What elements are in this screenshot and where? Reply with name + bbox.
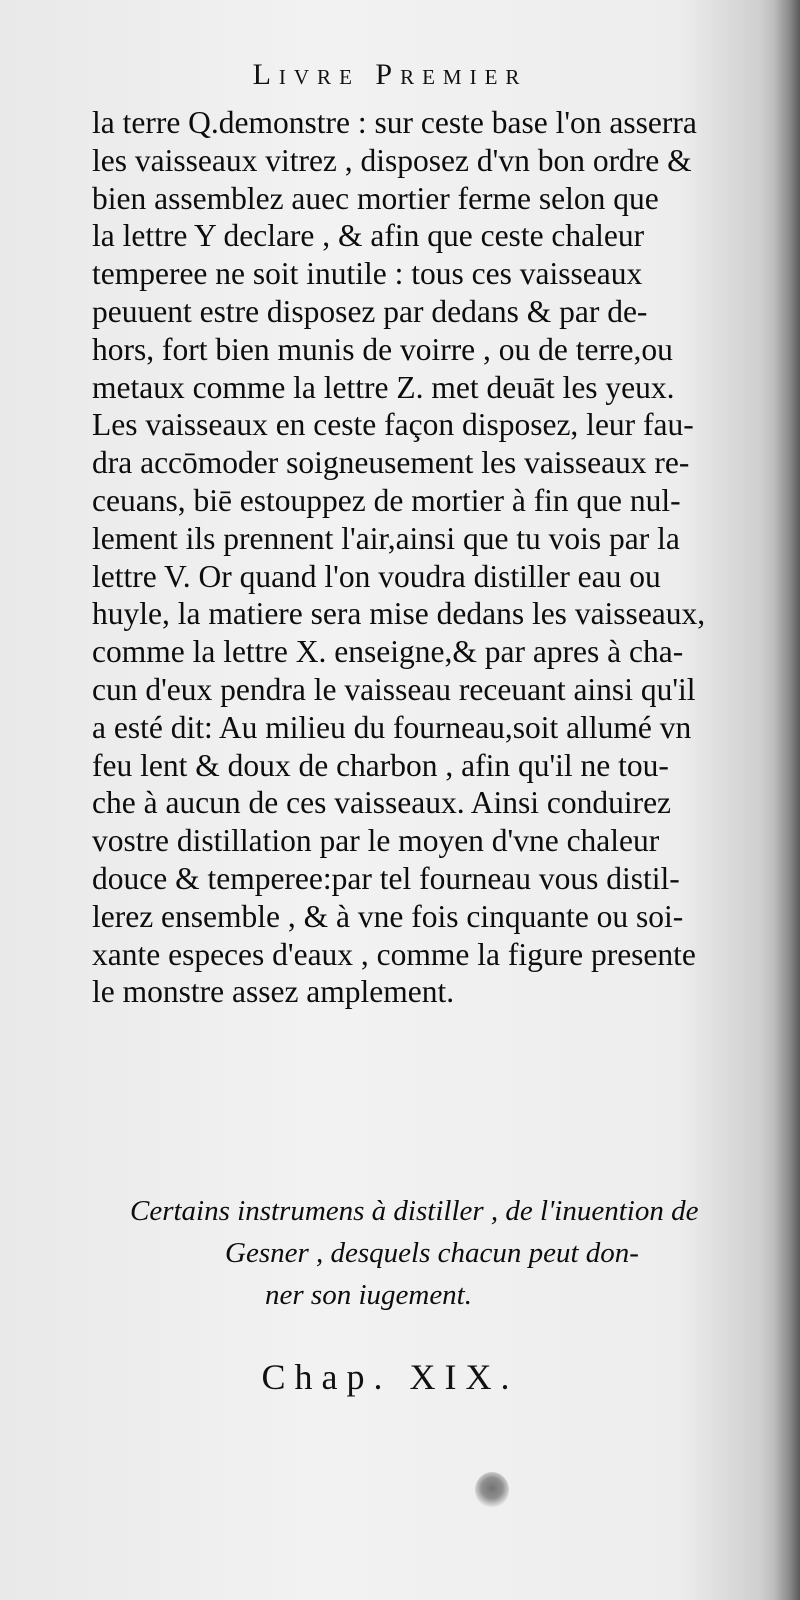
text-line: a esté dit: Au milieu du fourneau,soit allumé vn <box>92 709 692 745</box>
text-line: lement ils prennent l'air,ainsi que tu vois par la <box>92 520 680 556</box>
text-line: le monstre assez amplement. <box>92 974 455 1010</box>
chapter-title-line: ner son iugement. <box>265 1279 472 1311</box>
text-line: ceuans, biē estouppez de mortier à fin que nul- <box>92 482 681 518</box>
ink-blot-ornament <box>475 1472 509 1508</box>
text-line: bien assemblez auec mortier ferme selon que <box>92 180 659 216</box>
text-line: la lettre Y declare , & afin que ceste chaleur <box>92 218 645 254</box>
text-line: huyle, la matiere sera mise dedans les vaisseaux, <box>92 596 706 632</box>
text-line: feu lent & doux de charbon , afin qu'il ne tou- <box>92 747 669 783</box>
text-line: lerez ensemble , & à vne fois cinquante ou soi- <box>92 898 684 934</box>
text-line: vostre distillation par le moyen d'vne chaleur <box>92 823 660 859</box>
chapter-title-line: Gesner , desquels chacun peut don- <box>225 1237 639 1269</box>
text-line: dra accōmoder soigneusement les vaisseaux re- <box>92 445 690 481</box>
text-line: cun d'eux pendra le vaisseau receuant ainsi qu'il <box>92 671 696 707</box>
text-line: la terre Q.demonstre : sur ceste base l'on asserra <box>92 105 697 140</box>
text-line: les vaisseaux vitrez , disposez d'vn bon ordre & <box>92 142 692 178</box>
text-line: hors, fort bien munis de voirre , ou de terre,ou <box>92 331 673 367</box>
body-text <box>92 104 782 1011</box>
chapter-number: Chap. XIX. <box>261 1357 519 1397</box>
text-line: peuuent estre disposez par dedans & par de- <box>92 293 648 329</box>
text-line: xante especes d'eaux , comme la figure presente <box>92 936 696 972</box>
running-head: Livre Premier <box>252 58 528 91</box>
text-line: douce & temperee:par tel fourneau vous distil- <box>92 860 680 896</box>
chapter-title-line: Certains instrumens à distiller , de l'inuention de <box>130 1195 699 1227</box>
text-line: lettre V. Or quand l'on voudra distiller eau ou <box>92 558 661 594</box>
chapter-title <box>100 1190 780 1316</box>
text-line: metaux comme la lettre Z. met deuāt les yeux. <box>92 369 675 405</box>
text-line: temperee ne soit inutile : tous ces vaisseaux <box>92 256 643 292</box>
text-line: che à aucun de ces vaisseaux. Ainsi conduirez <box>92 785 672 821</box>
text-line: comme la lettre X. enseigne,& par apres à cha- <box>92 634 684 670</box>
text-line: Les vaisseaux en ceste façon disposez, leur fau- <box>92 407 694 443</box>
